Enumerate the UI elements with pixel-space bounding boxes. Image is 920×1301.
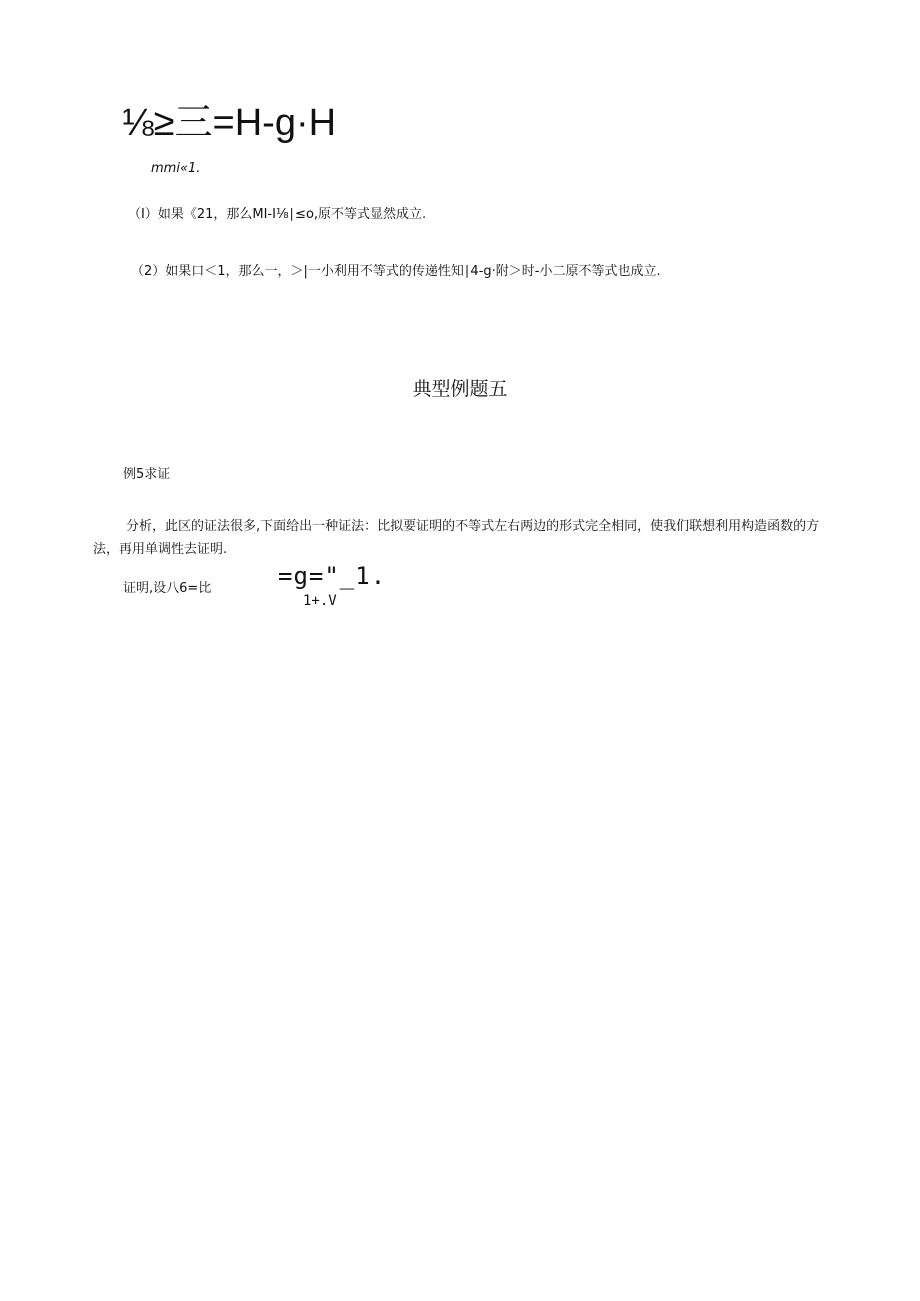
section-title: 典型例题五 — [412, 378, 508, 400]
formula-heading: ⅛≥三=H-g·H — [122, 102, 337, 144]
proof-lead-text: 证明,设八6=比 — [123, 581, 212, 596]
formula-note: mmi«1. — [151, 161, 201, 176]
case-2-paragraph: （2）如果口＜1，那么一，＞|一小利用不等式的传递性知∣4-g·附＞时-小二原不等式也成立. — [131, 264, 661, 279]
analysis-paragraph: 分析，此区的证法很多,下面给出一种证法：比拟要证明的不等式左右两边的形式完全相同，使我们联想利用构造函数的方法，再用单调性去证明. — [93, 519, 820, 557]
proof-expression: =g="_1. — [278, 562, 387, 590]
example-label: 例5求证 — [123, 467, 171, 482]
case-1-paragraph: （I）如果《21，那么MI-I⅛∣≤o,原不等式显然成立. — [128, 207, 427, 222]
proof-denominator: 1+.V — [303, 593, 337, 609]
